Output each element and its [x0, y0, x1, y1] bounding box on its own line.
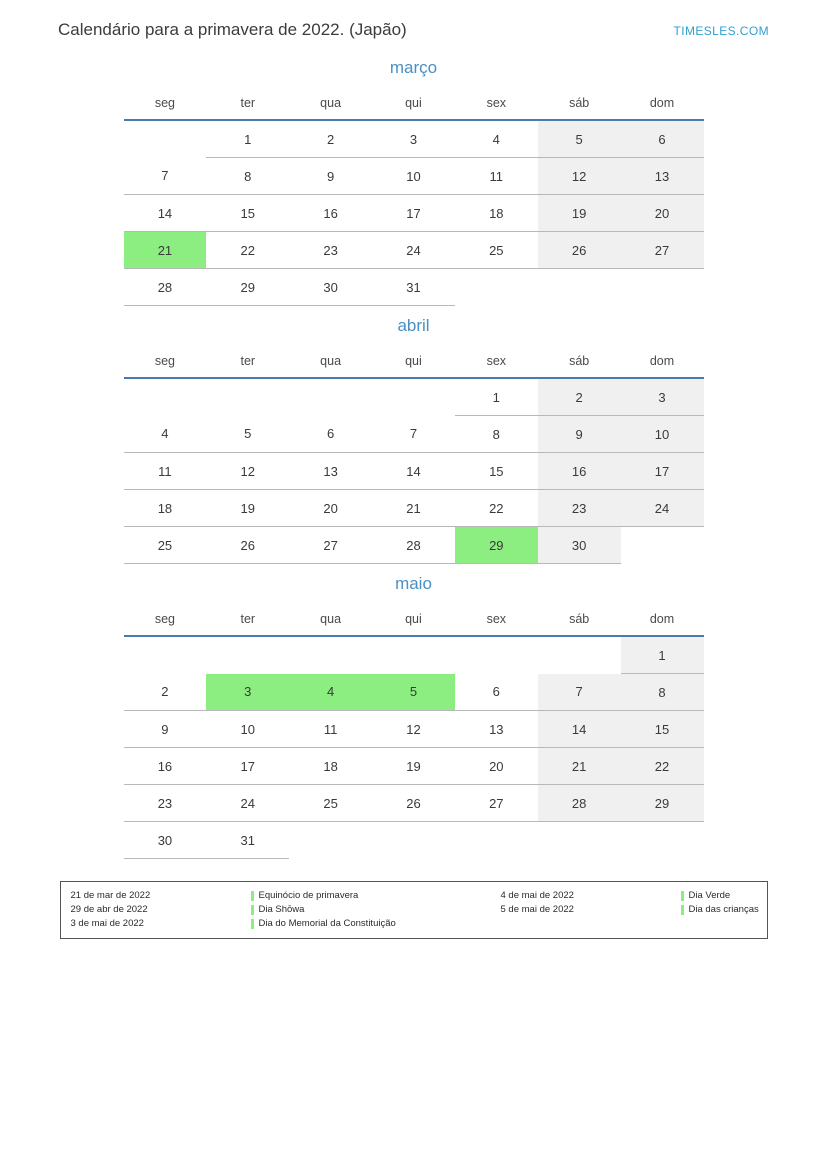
legend-color-swatch — [251, 905, 254, 915]
legend-label: Equinócio de primavera — [258, 890, 359, 901]
day-cell[interactable] — [621, 785, 704, 822]
day-number: 3 — [244, 684, 252, 700]
day-number: 3 — [658, 389, 666, 405]
day-number: 25 — [157, 537, 173, 553]
day-cell[interactable] — [538, 232, 621, 269]
day-cell[interactable] — [124, 453, 207, 490]
weekday-header-ter: ter — [206, 350, 289, 378]
day-cell[interactable] — [538, 785, 621, 822]
day-cell[interactable] — [124, 158, 207, 195]
legend-color-swatch — [681, 905, 684, 915]
empty-cell — [372, 378, 455, 416]
day-number: 30 — [323, 279, 338, 295]
weekday-header-qui: qui — [372, 608, 455, 636]
day-cell[interactable] — [372, 711, 455, 748]
day-number: 14 — [406, 463, 421, 479]
day-cell[interactable] — [289, 269, 372, 306]
day-cell[interactable] — [455, 674, 538, 711]
day-cell[interactable] — [289, 158, 372, 195]
day-number: 29 — [489, 537, 504, 553]
day-cell[interactable] — [455, 785, 538, 822]
week-row — [124, 232, 704, 269]
week-row — [124, 158, 704, 195]
legend-entry — [71, 889, 359, 903]
empty-cell — [124, 636, 207, 674]
legend-entry — [501, 917, 504, 931]
week-row — [124, 416, 704, 453]
day-number: 19 — [406, 758, 421, 774]
day-cell[interactable] — [621, 453, 704, 490]
empty-cell — [289, 822, 372, 859]
weekday-header-dom: dom — [621, 350, 704, 378]
day-cell[interactable] — [538, 527, 621, 564]
day-cell[interactable] — [538, 674, 621, 711]
legend-label: Dia Shōwa — [258, 904, 305, 915]
day-number: 29 — [654, 795, 670, 811]
weekday-header-dom: dom — [621, 608, 704, 636]
day-number: 27 — [323, 537, 338, 553]
day-number: 21 — [157, 242, 173, 258]
empty-cell — [621, 269, 704, 306]
day-number: 27 — [654, 242, 670, 258]
day-number: 13 — [654, 168, 670, 184]
day-cell[interactable] — [621, 232, 704, 269]
day-cell[interactable] — [124, 822, 207, 859]
legend-row — [71, 903, 757, 917]
day-number: 16 — [157, 758, 173, 774]
day-cell[interactable] — [372, 453, 455, 490]
day-cell[interactable] — [621, 416, 704, 453]
day-number: 25 — [489, 242, 504, 258]
legend-row — [71, 917, 757, 931]
day-number: 8 — [492, 426, 500, 442]
day-number: 18 — [157, 500, 173, 516]
day-cell[interactable] — [538, 158, 621, 195]
day-cell[interactable] — [538, 490, 621, 527]
day-number: 22 — [489, 500, 504, 516]
month-table — [124, 608, 704, 859]
week-row — [124, 453, 704, 490]
day-number: 30 — [571, 537, 587, 553]
empty-cell — [455, 636, 538, 674]
weekday-header-seg: seg — [124, 350, 207, 378]
day-cell[interactable] — [538, 748, 621, 785]
legend-color-swatch — [251, 919, 254, 929]
day-cell[interactable] — [206, 195, 289, 232]
empty-cell — [538, 636, 621, 674]
day-number: 2 — [575, 389, 583, 405]
day-number: 20 — [323, 500, 338, 516]
day-cell[interactable] — [372, 120, 455, 158]
day-number: 26 — [406, 795, 421, 811]
day-cell[interactable] — [455, 195, 538, 232]
day-cell[interactable] — [289, 711, 372, 748]
weekday-header-sex: sex — [455, 350, 538, 378]
day-cell[interactable] — [372, 785, 455, 822]
day-cell[interactable] — [289, 195, 372, 232]
day-cell[interactable] — [124, 527, 207, 564]
day-cell[interactable] — [621, 195, 704, 232]
page-title: Calendário para a primavera de 2022. (Japão) — [58, 20, 407, 39]
weekday-header-qua: qua — [289, 350, 372, 378]
legend-date: 4 de mai de 2022 — [500, 890, 574, 901]
legend-label: Dia das crianças — [688, 904, 759, 915]
month-table — [124, 350, 704, 564]
day-cell[interactable] — [206, 232, 289, 269]
day-number: 23 — [323, 242, 338, 258]
day-cell[interactable] — [621, 748, 704, 785]
day-cell[interactable] — [206, 490, 289, 527]
day-number: 18 — [489, 205, 504, 221]
week-row — [124, 822, 704, 859]
weekday-header-row — [124, 608, 704, 636]
day-number: 5 — [575, 131, 583, 147]
day-number: 12 — [240, 463, 255, 479]
empty-cell — [372, 822, 455, 859]
day-cell[interactable] — [124, 490, 207, 527]
week-row — [124, 785, 704, 822]
empty-cell — [455, 269, 538, 306]
month-block — [124, 316, 704, 574]
day-number: 5 — [244, 426, 252, 442]
legend-left-column — [71, 889, 501, 903]
day-cell[interactable] — [124, 674, 207, 711]
day-number: 5 — [409, 684, 418, 700]
brand-label: TIMESLES.COM — [673, 24, 769, 38]
day-cell[interactable] — [206, 158, 289, 195]
legend-entry — [501, 903, 759, 917]
month-name: março — [389, 58, 438, 77]
week-row — [124, 490, 704, 527]
day-number: 25 — [323, 795, 338, 811]
month-name: abril — [397, 316, 430, 335]
legend-right-column — [501, 889, 731, 903]
day-number: 26 — [240, 537, 255, 553]
day-cell[interactable] — [289, 416, 372, 453]
day-number: 28 — [406, 537, 421, 553]
day-cell[interactable] — [206, 822, 289, 859]
empty-cell — [455, 822, 538, 859]
page-header — [0, 0, 827, 40]
day-number: 11 — [323, 721, 338, 737]
day-number: 9 — [575, 426, 583, 442]
empty-cell — [206, 636, 289, 674]
day-number: 11 — [489, 168, 504, 184]
weekday-header-ter: ter — [206, 608, 289, 636]
day-number: 26 — [571, 242, 587, 258]
weekday-header-qui: qui — [372, 92, 455, 120]
week-row — [124, 527, 704, 564]
day-number: 21 — [571, 758, 587, 774]
day-number: 2 — [326, 131, 335, 147]
week-row — [124, 636, 704, 674]
day-number: 24 — [654, 500, 670, 516]
day-cell[interactable] — [538, 711, 621, 748]
day-number: 19 — [571, 205, 587, 221]
legend-color-swatch — [681, 891, 684, 901]
day-number: 1 — [658, 647, 666, 663]
day-number: 18 — [323, 758, 338, 774]
week-row — [124, 120, 704, 158]
day-cell[interactable] — [455, 416, 538, 453]
day-number: 16 — [571, 463, 587, 479]
legend-entry — [71, 917, 396, 931]
day-cell[interactable] — [124, 269, 207, 306]
day-cell[interactable] — [206, 527, 289, 564]
legend-date: 29 de abr de 2022 — [70, 904, 148, 915]
day-number: 24 — [406, 242, 421, 258]
day-cell[interactable] — [455, 748, 538, 785]
day-cell[interactable] — [455, 158, 538, 195]
day-cell[interactable] — [455, 711, 538, 748]
week-row — [124, 378, 704, 416]
legend-left-column — [71, 917, 501, 931]
day-number: 23 — [571, 500, 587, 516]
day-cell[interactable] — [538, 453, 621, 490]
day-cell[interactable] — [455, 453, 538, 490]
day-cell[interactable] — [372, 269, 455, 306]
day-number: 13 — [489, 721, 504, 737]
day-number: 8 — [244, 168, 252, 184]
legend — [60, 881, 768, 939]
day-cell[interactable] — [124, 711, 207, 748]
legend-entry — [501, 889, 731, 903]
day-cell[interactable] — [289, 490, 372, 527]
day-cell[interactable] — [455, 120, 538, 158]
legend-date: 21 de mar de 2022 — [70, 890, 151, 901]
day-number: 22 — [240, 242, 255, 258]
day-cell[interactable] — [206, 711, 289, 748]
day-cell-holiday[interactable] — [289, 674, 372, 711]
day-cell[interactable] — [372, 158, 455, 195]
day-number: 7 — [161, 168, 169, 184]
legend-right-column — [501, 903, 759, 917]
day-number: 10 — [406, 168, 421, 184]
day-number: 8 — [658, 684, 666, 700]
week-row — [124, 748, 704, 785]
day-cell[interactable] — [289, 232, 372, 269]
day-number: 28 — [157, 279, 173, 295]
legend-color-swatch — [251, 891, 254, 901]
day-number: 9 — [161, 721, 169, 737]
weekday-header-qua: qua — [289, 92, 372, 120]
weekday-header-row — [124, 92, 704, 120]
day-cell[interactable] — [206, 416, 289, 453]
day-cell[interactable] — [538, 416, 621, 453]
week-row — [124, 195, 704, 232]
month-table — [124, 92, 704, 306]
day-cell-holiday[interactable] — [124, 232, 207, 269]
day-number: 4 — [492, 131, 500, 147]
day-cell-holiday[interactable] — [372, 674, 455, 711]
week-row — [124, 711, 704, 748]
day-cell[interactable] — [621, 711, 704, 748]
month-name: maio — [395, 574, 432, 593]
weekday-header-qua: qua — [289, 608, 372, 636]
day-cell-holiday[interactable] — [455, 527, 538, 564]
weekday-header-seg: seg — [124, 92, 207, 120]
day-cell[interactable] — [124, 748, 207, 785]
legend-right-column — [501, 917, 504, 931]
day-cell[interactable] — [372, 232, 455, 269]
day-cell[interactable] — [206, 453, 289, 490]
calendar-container — [0, 58, 827, 869]
day-number: 1 — [244, 131, 252, 147]
legend-left-column — [71, 903, 501, 917]
weekday-header-sex: sex — [455, 92, 538, 120]
day-number: 27 — [489, 795, 504, 811]
legend-row — [71, 889, 757, 903]
day-number: 20 — [489, 758, 504, 774]
day-number: 29 — [240, 279, 255, 295]
empty-cell — [289, 636, 372, 674]
day-number: 11 — [158, 463, 172, 479]
day-number: 31 — [240, 832, 255, 848]
day-number: 28 — [571, 795, 587, 811]
day-number: 10 — [654, 426, 670, 442]
day-cell[interactable] — [372, 527, 455, 564]
week-row — [124, 269, 704, 306]
day-number: 15 — [654, 721, 670, 737]
day-cell[interactable] — [372, 195, 455, 232]
empty-cell — [621, 527, 704, 564]
weekday-header-ter: ter — [206, 92, 289, 120]
day-cell[interactable] — [206, 785, 289, 822]
day-number: 4 — [161, 426, 169, 442]
day-cell[interactable] — [621, 490, 704, 527]
day-number: 12 — [406, 721, 421, 737]
day-number: 23 — [157, 795, 173, 811]
week-row — [124, 674, 704, 711]
day-number: 6 — [492, 684, 500, 700]
day-cell[interactable] — [372, 416, 455, 453]
day-number: 4 — [326, 684, 335, 700]
empty-cell — [538, 822, 621, 859]
day-cell[interactable] — [206, 269, 289, 306]
empty-cell — [206, 378, 289, 416]
legend-entry — [71, 903, 305, 917]
day-number: 9 — [326, 168, 335, 184]
legend-label: Dia Verde — [688, 890, 731, 901]
day-number: 20 — [654, 205, 670, 221]
empty-cell — [538, 269, 621, 306]
day-cell[interactable] — [289, 453, 372, 490]
day-number: 22 — [654, 758, 670, 774]
day-cell[interactable] — [372, 490, 455, 527]
day-number: 10 — [240, 721, 255, 737]
day-number: 21 — [406, 500, 421, 516]
day-cell[interactable] — [538, 120, 621, 158]
day-cell[interactable] — [124, 416, 207, 453]
day-number: 3 — [409, 131, 418, 147]
empty-cell — [621, 822, 704, 859]
day-number: 16 — [323, 205, 338, 221]
day-cell[interactable] — [289, 120, 372, 158]
day-cell[interactable] — [206, 748, 289, 785]
day-cell[interactable] — [124, 785, 207, 822]
day-cell[interactable] — [621, 378, 704, 416]
day-number: 13 — [323, 463, 338, 479]
day-cell[interactable] — [124, 195, 207, 232]
day-number: 7 — [575, 684, 583, 700]
month-block — [124, 58, 704, 316]
weekday-header-seg: seg — [124, 608, 207, 636]
day-cell[interactable] — [538, 195, 621, 232]
day-number: 7 — [409, 426, 418, 442]
weekday-header-dom: dom — [621, 92, 704, 120]
day-cell[interactable] — [621, 120, 704, 158]
day-number: 15 — [489, 463, 504, 479]
weekday-header-sex: sex — [455, 608, 538, 636]
day-number: 1 — [492, 389, 500, 405]
legend-label: Dia do Memorial da Constituição — [258, 918, 396, 929]
day-number: 6 — [326, 426, 335, 442]
day-number: 14 — [157, 205, 173, 221]
day-number: 17 — [654, 463, 670, 479]
day-cell[interactable] — [455, 378, 538, 416]
legend-date: 3 de mai de 2022 — [70, 918, 144, 929]
day-cell[interactable] — [621, 158, 704, 195]
month-block — [124, 574, 704, 869]
day-number: 17 — [406, 205, 421, 221]
day-cell-holiday[interactable] — [206, 674, 289, 711]
day-cell[interactable] — [289, 527, 372, 564]
weekday-header-row — [124, 350, 704, 378]
empty-cell — [124, 120, 207, 158]
day-number: 24 — [240, 795, 255, 811]
day-number: 2 — [161, 684, 169, 700]
weekday-header-qui: qui — [372, 350, 455, 378]
day-number: 17 — [240, 758, 255, 774]
weekday-header-sáb: sáb — [538, 350, 621, 378]
empty-cell — [289, 378, 372, 416]
day-number: 30 — [157, 832, 173, 848]
day-cell[interactable] — [538, 378, 621, 416]
day-cell[interactable] — [289, 748, 372, 785]
weekday-header-sáb: sáb — [538, 608, 621, 636]
day-cell[interactable] — [455, 232, 538, 269]
day-cell[interactable] — [206, 120, 289, 158]
day-number: 12 — [571, 168, 587, 184]
day-cell[interactable] — [621, 636, 704, 674]
day-cell[interactable] — [289, 785, 372, 822]
day-cell[interactable] — [372, 748, 455, 785]
day-number: 6 — [658, 131, 666, 147]
weekday-header-sáb: sáb — [538, 92, 621, 120]
day-number: 15 — [240, 205, 255, 221]
legend-date: 5 de mai de 2022 — [500, 904, 574, 915]
day-number: 31 — [406, 279, 421, 295]
empty-cell — [124, 378, 207, 416]
day-cell[interactable] — [621, 674, 704, 711]
day-number: 14 — [571, 721, 587, 737]
empty-cell — [372, 636, 455, 674]
day-cell[interactable] — [455, 490, 538, 527]
day-number: 19 — [240, 500, 255, 516]
